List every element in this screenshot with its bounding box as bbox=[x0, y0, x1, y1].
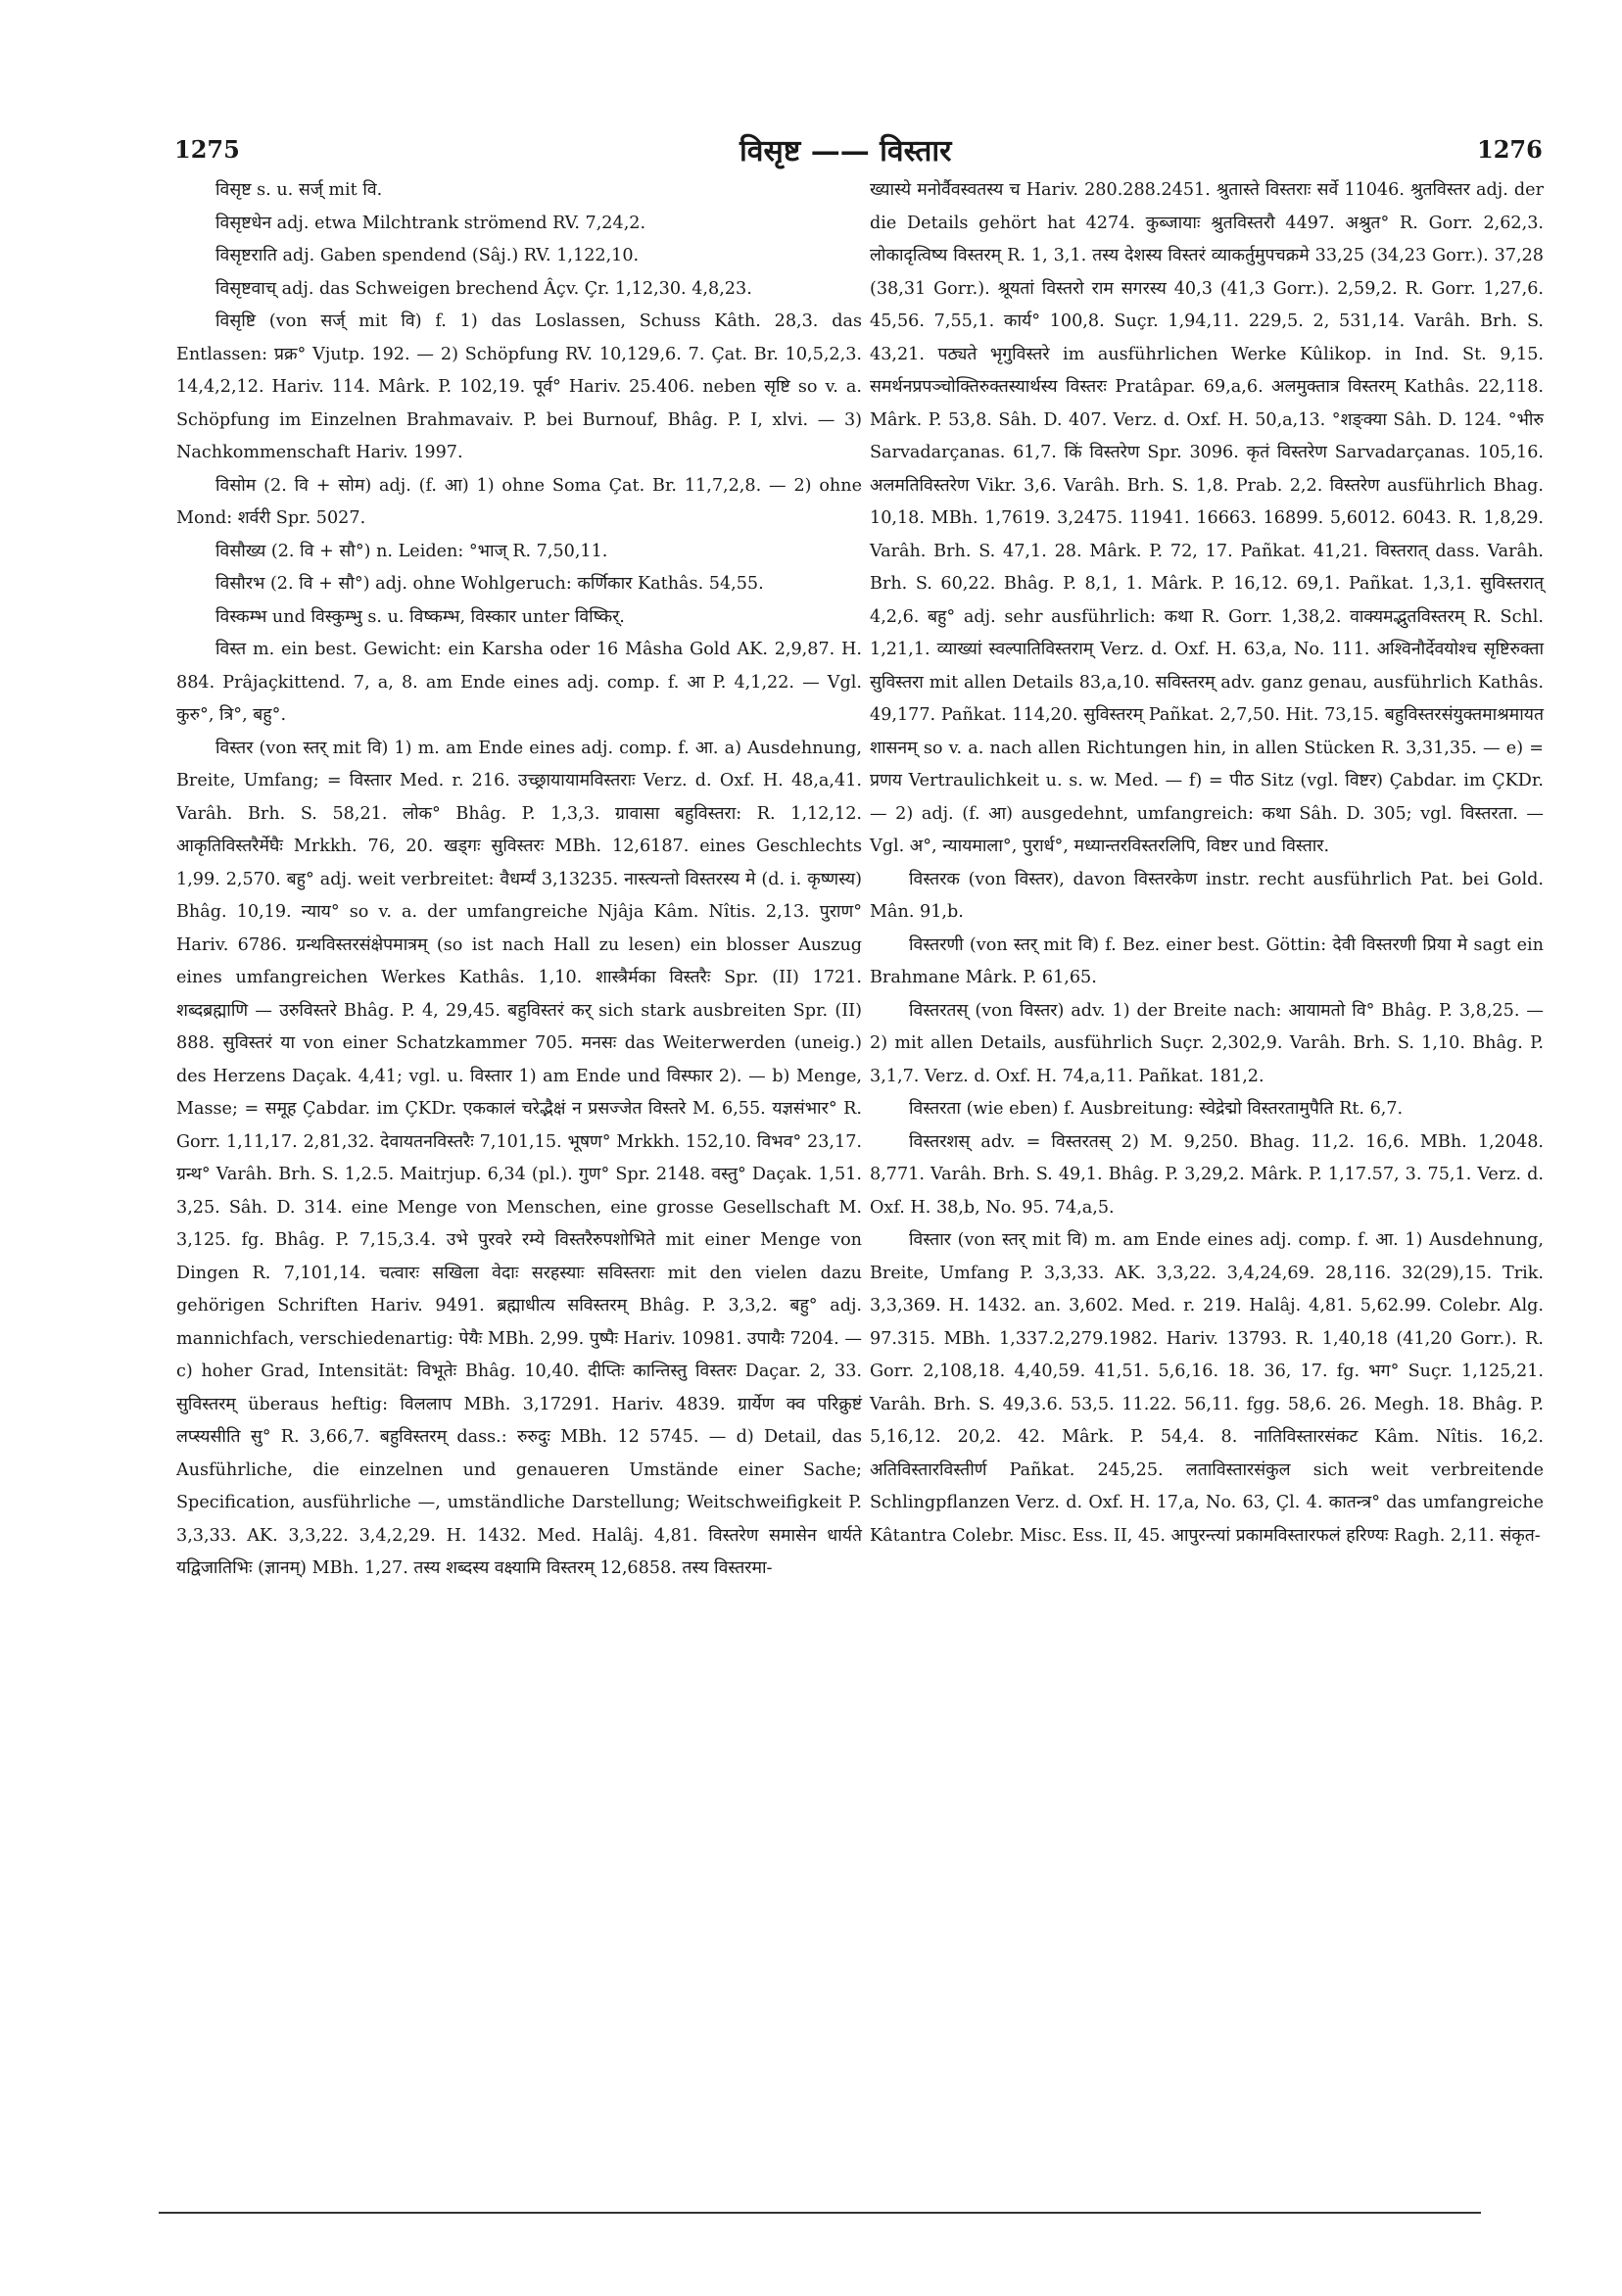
entry: विसौख्य (2. वि + सौ°) n. Leiden: °भाज् R. 7,50,11. bbox=[215, 541, 608, 561]
entry: विसृष्टवाच् adj. das Schweigen brechend Âçv. Çr. 1,12,30. 4,8,23. bbox=[215, 278, 752, 299]
entry: विस्तरक (von विस्तर), davon विस्तरकेण instr. recht ausführlich Pat. bei Gold. Mân. 91,b. bbox=[870, 869, 1544, 922]
entry-continued: ख्यास्ये मनोर्वैवस्वतस्य च Hariv. 280.288.2451. श्रुतास्ते विस्तराः सर्वे 11046. श्रुतविस्तर adj. der die Details gehört hat 4274. कुब्जायाः श्रुतविस्तरौ 4497. अश्रुत° R. Gorr. 2,62,3. लोकादृत्विष्य विस्तरम् R. 1, 3,1. तस्य देशस्य विस्तरं व्याकर्तुमुपचक्रमे 33,25 (34,23 Gorr.). 37,28 (38,31 Gorr.). श्रूयतां विस्तरो राम सगरस्य 40,3 (41,3 Gorr.). 2,59,2. R. Gorr. 1,27,6. 45,56. 7,55,1. कार्य° 100,8. Suçr. 1,94,11. 229,5. 2, 531,14. Varâh. Brh. S. 43,21. पठ्यते भृगुविस्तरे im ausführlichen Werke Kûlikop. in Ind. St. 9,15. समर्थनप्रपञ्चोक्तिरुक्तस्यार्थस्य विस्तरः Pratâpar. 69,a,6. अलमुक्तात्र विस्तरम् Kathâs. 22,118. Mârk. P. 53,8. Sâh. D. 407. Verz. d. Oxf. H. 50,a,13. °शङ्क्या Sâh. D. 124. °भीरु Sarvadarçanas. 61,7. किं विस्तरेण Spr. 3096. कृतं विस्तरेण Sarvadarçanas. 105,16. अलमतिविस्तरेण Vikr. 3,6. Varâh. Brh. S. 1,8. Prab. 2,2. विस्तरेण ausführlich Bhag. 10,18. MBh. 1,7619. 3,2475. 11941. 16663. 16899. 5,6012. 6043. R. 1,8,29. Varâh. Brh. S. 47,1. 28. Mârk. P. 72, 17. Pañkat. 41,21. विस्तरात् dass. Varâh. Brh. S. 60,22. Bhâg. P. 8,1, 1. Mârk. P. 16,12. 69,1. Pañkat. 1,3,1. सुविस्तरात् 4,2,6. बहु° adj. sehr ausführlich: कथा R. Gorr. 1,38,2. वाक्यमद्भुतविस्तरम् R. Schl. 1,21,1. व्याख्यां स्वल्पातिविस्तराम् Verz. d. Oxf. H. 63,a, No. 111. अश्विनौर्देवयोश्च सृष्टिरुक्ता सुविस्तरा mit allen Details 83,a,10. सविस्तरम् adv. ganz genau, ausführlich Kathâs. 49,177. Pañkat. 114,20. सुविस्तरम् Pañkat. 2,7,50. Hit. 73,15. बहुविस्तरसंयुक्तमाश्रमायत शासनम् so v. a. nach allen Richtungen hin, in allen Stücken R. 3,31,35. — e) = प्रणय Vertraulichkeit u. s. w. Med. — f) = पीठ Sitz (vgl. विष्टर) Çabdar. im ÇKDr. — 2) adj. (f. आ) ausgedehnt, umfangreich: कथा Sâh. D. 305; vgl. विस्तरता. — Vgl. अ°, न्यायमाला°, पुरार्ध°, मध्यान्तरविस्तरलिपि, विष्टर und विस्तार. bbox=[870, 180, 1544, 856]
entry: विसौरभ (2. वि + सौ°) adj. ohne Wohlgeruch: कर्णिकार Kathâs. 54,55. bbox=[215, 574, 764, 594]
page-number-right: 1276 bbox=[1477, 135, 1543, 164]
entry: विस्तरणी (von स्तर् mit वि) f. Bez. einer best. Göttin: देवी विस्तरणी प्रिया मे sagt ein Brahmane Mârk. P. 61,65. bbox=[870, 934, 1544, 987]
page-number-left: 1275 bbox=[174, 135, 240, 164]
entry: विस्तरता (wie eben) f. Ausbreitung: स्वेद्रेद्मो विस्तरतामुपैति Rt. 6,7. bbox=[909, 1099, 1404, 1119]
left-column bbox=[176, 174, 862, 1586]
entry: विस्त m. ein best. Gewicht: ein Karsha oder 16 Mâsha Gold AK. 2,9,87. H. 884. Prâjaçkittend. 7, a, 8. am Ende eines adj. comp. f. आ P. 4,1,22. — Vgl. कुरु°, त्रि°, बहु°. bbox=[176, 640, 862, 725]
entry: विसोम (2. वि + सोम) adj. (f. आ) 1) ohne Soma Çat. Br. 11,7,2,8. — 2) ohne Mond: शर्वरी Spr. 5027. bbox=[176, 475, 862, 528]
right-column bbox=[870, 174, 1544, 1553]
entry: विस्कम्भ und विस्कुम्भु s. u. विष्कम्भ, विस्कार unter विष्किर्. bbox=[215, 606, 625, 627]
bottom-rule bbox=[159, 2212, 1481, 2214]
entry: विस्तरशस् adv. = विस्तरतस् 2) M. 9,250. Bhag. 11,2. 16,6. MBh. 1,2048. 8,771. Varâh. Brh. S. 49,1. Bhâg. P. 3,29,2. Mârk. P. 1,17.57, 3. 75,1. Verz. d. Oxf. H. 38,b, No. 95. 74,a,5. bbox=[870, 1131, 1544, 1218]
entry: विसृष्टराति adj. Gaben spendend (Sâj.) RV. 1,122,10. bbox=[215, 246, 640, 265]
entry: विस्तरतस् (von विस्तर) adv. 1) der Breite nach: आयामतो वि° Bhâg. P. 3,8,25. — 2) mit allen Details, ausführlich Suçr. 2,302,9. Varâh. Brh. S. 1,10. Bhâg. P. 3,1,7. Verz. d. Oxf. H. 74,a,11. Pañkat. 181,2. bbox=[870, 1000, 1544, 1086]
entry: विसृष्ट s. u. सर्ज् mit वि. bbox=[215, 180, 383, 200]
entry: विसृष्टधेन adj. etwa Milchtrank strömend RV. 7,24,2. bbox=[215, 213, 646, 233]
entry: विस्तार (von स्तर् mit वि) m. am Ende eines adj. comp. f. आ. 1) Ausdehnung, Breite, Umfang P. 3,3,33. AK. 3,3,22. 3,4,24,69. 28,116. 32(29),15. Trik. 3,3,369. H. 1432. an. 3,602. Med. r. 219. Halâj. 4,81. 5,62.99. Colebr. Alg. 97.315. MBh. 1,337.2,279.1982. Hariv. 13793. R. 1,40,18 (41,20 Gorr.). R. Gorr. 2,108,18. 4,40,59. 41,51. 5,6,16. 18. 36, 17. fg. भग° Suçr. 1,125,21. Varâh. Brh. S. 49,3.6. 53,5. 11.22. 56,11. fgg. 58,6. 26. Megh. 18. Bhâg. P. 5,16,12. 20,2. 42. Mârk. P. 54,4. 8. नातिविस्तारसंकट Kâm. Nîtis. 16,2. अतिविस्तारविस्तीर्ण Pañkat. 245,25. लताविस्तारसंकुल sich weit verbreitende Schlingpflanzen Verz. d. Oxf. H. 17,a, No. 63, Çl. 4. कातन्त्र° das umfangreiche Kâtantra Colebr. Misc. Ess. II, 45. आपुरन्त्यां प्रकामविस्तारफलं हरिण्यः Ragh. 2,11. संकृत- bbox=[870, 1230, 1544, 1546]
entry: विस्तर (von स्तर् mit वि) 1) m. am Ende eines adj. comp. f. आ. a) Ausdehnung, Breite, Umfang; = विस्तार Med. r. 216. उच्छ्रायायामविस्तराः Verz. d. Oxf. H. 48,a,41. Varâh. Brh. S. 58,21. लोक° Bhâg. P. 1,3,3. ग्रावासा बहुविस्तरा: R. 1,12,12. आकृतिविस्तरैर्मेघैः Mrkkh. 76, 20. खड्गः सुविस्तरः MBh. 12,6187. eines Geschlechts 1,99. 2,570. बहु° adj. weit verbreitet: वैधर्म्यं 3,13235. नास्त्यन्तो विस्तरस्य मे (d. i. कृष्णस्य) Bhâg. 10,19. न्याय° so v. a. der umfangreiche Njâja Kâm. Nîtis. 2,13. पुराण° Hariv. 6786. ग्रन्थविस्तरसंक्षेपमात्रम् (so ist nach Hall zu lesen) ein blosser Auszug eines umfangreichen Werkes Kathâs. 1,10. शास्त्रैर्मका विस्तरैः Spr. (II) 1721. शब्दब्रह्माणि — उरुविस्तरे Bhâg. P. 4, 29,45. बहुविस्तरं कर् sich stark ausbreiten Spr. (II) 888. सुविस्तरं या von einer Schatzkammer 705. मनसः das Weiterwerden (uneig.) des Herzens Daçak. 4,41; vgl. u. विस्तार 1) am Ende und विस्फार 2). — b) Menge, Masse; = समूह Çabdar. im ÇKDr. एककालं चरेद्भैक्षं न प्रसज्जेत विस्तरे M. 6,55. यज्ञसंभार° R. Gorr. 1,11,17. 2,81,32. देवायतनविस्तरैः 7,101,15. भूषण° Mrkkh. 152,10. विभव° 23,17. ग्रन्थ° Varâh. Brh. S. 1,2.5. Maitrjup. 6,34 (pl.). गुण° Spr. 2148. वस्तु° Daçak. 1,51. 3,25. Sâh. D. 314. eine Menge von Menschen, eine grosse Gesellschaft M. 3,125. fg. Bhâg. P. 7,15,3.4. उभे पुरवरे रम्ये विस्तरैरुपशोभिते mit einer Menge von Dingen R. 7,101,14. चत्वारः सखिला वेदाः सरहस्याः सविस्तराः mit den vielen dazu gehörigen Schriften Hariv. 9491. ब्रह्माधीत्य सविस्तरम् Bhâg. P. 3,3,2. बहु° adj. mannichfach, verschiedenartig: पेयैः MBh. 2,99. पुष्पैः Hariv. 10981. उपायैः 7204. — c) hoher Grad, Intensität: विभूतेः Bhâg. 10,40. दीप्तिः कान्तिस्तु विस्तरः Daçar. 2, 33. सुविस्तरम् überaus heftig: विललाप MBh. 3,17291. Hariv. 4839. ग्रार्येण क्व परिक्रुष्टं लप्स्यसीति सु° R. 3,66,7. बहुविस्तरम् dass.: रुरुदुः MBh. 12 5745. — d) Detail, das Ausführliche, die einzelnen und genaueren Umstände einer Sache; Specification, ausführliche —, umständliche Darstellung; Weitschweifigkeit P. 3,3,33. AK. 3,3,22. 3,4,2,29. H. 1432. Med. Halâj. 4,81. विस्तरेण समासेन धार्यते यद्विजातिभिः (ज्ञानम्) MBh. 1,27. तस्य शब्दस्य वक्ष्यामि विस्तरम् 12,6858. तस्य विस्तरमा- bbox=[176, 738, 862, 1578]
running-title: विसृष्ट —— विस्तार bbox=[739, 134, 952, 168]
entry: विसृष्टि (von सर्ज् mit वि) f. 1) das Loslassen, Schuss Kâth. 28,3. das Entlassen: प्रक्र° Vjutp. 192. — 2) Schöpfung RV. 10,129,6. 7. Çat. Br. 10,5,2,3. 14,4,2,12. Hariv. 114. Mârk. P. 102,19. पूर्व° Hariv. 25.406. neben सृष्टि so v. a. Schöpfung im Einzelnen Brahmavaiv. P. bei Burnouf, Bhâg. P. I, xlvi. — 3) Nachkommenschaft Hariv. 1997. bbox=[176, 311, 862, 462]
